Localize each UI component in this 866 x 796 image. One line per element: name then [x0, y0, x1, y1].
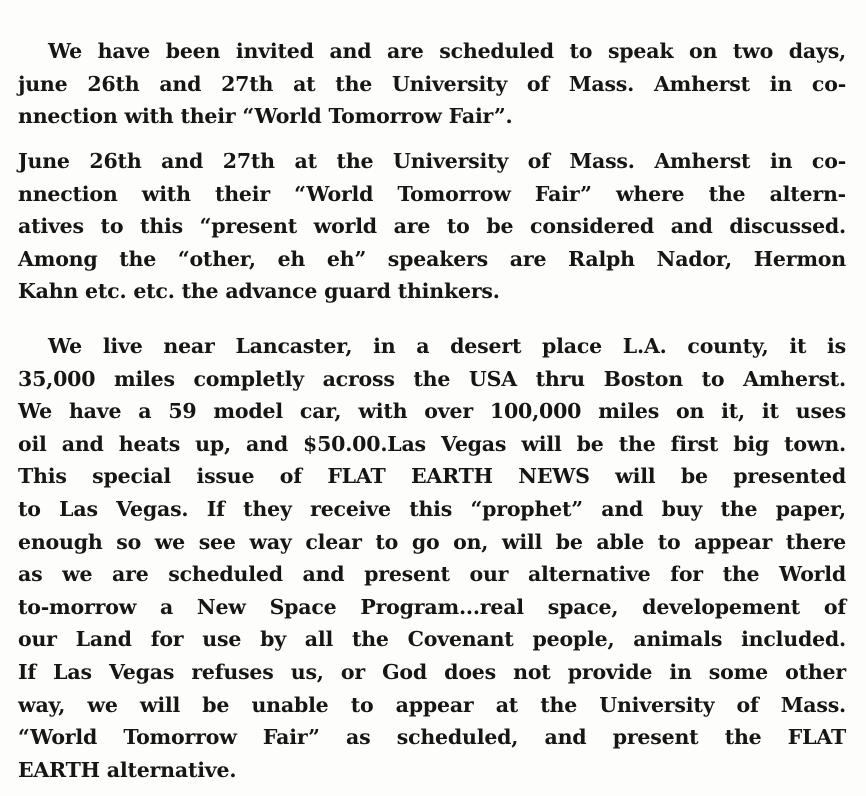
text-line: This special issue of FLAT EARTH NEWS will be presented: [18, 464, 846, 489]
text-line: We have a 59 model car, with over 100,000 miles on it, it uses: [18, 399, 846, 424]
paragraph-travel-plans: [18, 330, 846, 786]
text-line: enough so we see way clear to go on, will be able to appear there: [18, 529, 846, 554]
text-line: june 26th and 27th at the University of Mass. Amherst in co-: [18, 71, 846, 96]
paragraph-invitation: [18, 35, 846, 133]
text-line: way, we will be unable to appear at the University of Mass.: [18, 692, 846, 717]
text-line: If Las Vegas refuses us, or God does not provide in some other: [18, 659, 846, 684]
text-line: nnection with their “World Tomorrow Fair”.: [18, 104, 513, 129]
text-line: Kahn etc. etc. the advance guard thinkers.: [18, 279, 500, 304]
text-line: our Land for use by all the Covenant people, animals included.: [18, 627, 846, 652]
paragraph-fair-details: [18, 145, 846, 308]
text-line: to-morrow a New Space Program...real space, developement of: [18, 594, 846, 619]
text-line: We live near Lancaster, in a desert place L.A. county, it is: [48, 334, 846, 358]
text-line: “World Tomorrow Fair” as scheduled, and present the FLAT: [18, 725, 846, 750]
text-line: atives to this “present world are to be considered and discussed.: [18, 214, 846, 239]
text-line: EARTH alternative.: [18, 757, 237, 782]
text-line: nnection with their “World Tomorrow Fair” where the altern-: [18, 181, 846, 206]
text-line: as we are scheduled and present our alternative for the World: [18, 562, 846, 587]
text-line: June 26th and 27th at the University of Mass. Amherst in co-: [18, 149, 846, 173]
text-line: We have been invited and are scheduled to speak on two days,: [48, 39, 846, 63]
text-line: 35,000 miles completly across the USA thru Boston to Amherst.: [18, 366, 846, 391]
text-line: to Las Vegas. If they receive this “prophet” and buy the paper,: [18, 496, 846, 521]
text-line: Among the “other, eh eh” speakers are Ralph Nador, Hermon: [18, 246, 846, 271]
text-line: oil and heats up, and $50.00.Las Vegas will be the first big town.: [18, 431, 846, 456]
